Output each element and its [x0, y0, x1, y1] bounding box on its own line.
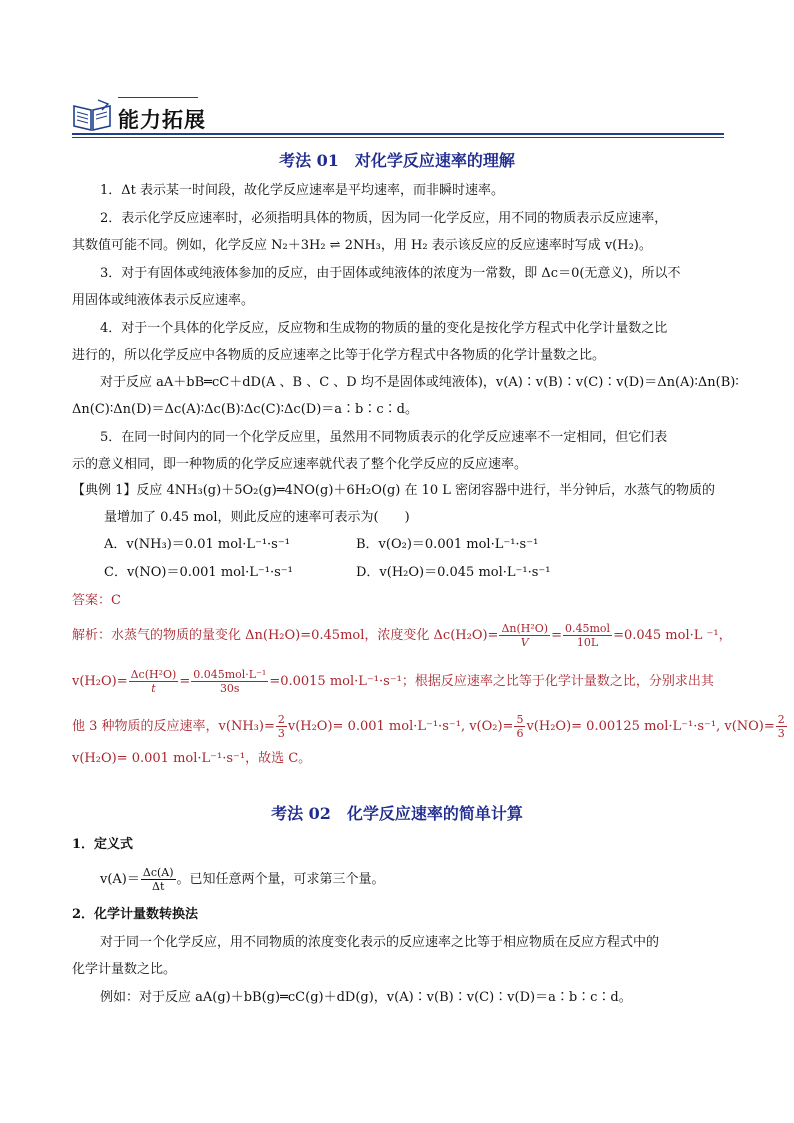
fraction-numerator: 2	[277, 713, 285, 726]
fraction-0045-over-30s	[191, 668, 268, 695]
option-c: C．v(NO)＝0.001 mol·L⁻¹·s⁻¹	[104, 565, 293, 580]
answer: 答案：C	[72, 593, 121, 608]
definition-text-b: 。已知任意两个量，可求第三个量。	[176, 872, 385, 887]
fraction-denominator: 6	[516, 727, 524, 740]
s2-heading-2: 2．化学计量数转换法	[72, 907, 199, 922]
fraction-denominator: V	[520, 636, 529, 649]
s1-paragraph-3b: 用固体或纯液体表示反应速率。	[72, 293, 255, 308]
s2-paragraph-1b: 化学计量数之比。	[72, 962, 177, 977]
solution-line-4: v(H₂O)= 0.001 mol·L⁻¹·s⁻¹，故选 C。	[72, 751, 312, 766]
fraction-numerator: 5	[516, 713, 524, 726]
fraction-denominator: 10L	[576, 636, 599, 649]
fraction-dc-over-t	[129, 668, 179, 695]
s1-paragraph-4d: Δn(C)∶Δn(D)＝Δc(A)∶Δc(B)∶Δc(C)∶Δc(D)＝a∶b∶c∶d。	[72, 402, 418, 417]
header-top-rule	[118, 97, 198, 98]
fraction-numerator: Δc(A)	[142, 866, 174, 879]
header-title: 能力拓展	[118, 108, 206, 132]
section-1-title: 考法 01 对化学反应速率的理解	[279, 151, 515, 170]
s1-paragraph-3a: 3．对于有固体或纯液体参加的反应，由于固体或纯液体的浓度为一常数，即 Δc＝0(无意义)，所以不	[100, 266, 681, 281]
fraction-denominator: 3	[777, 727, 785, 740]
fraction-numerator: Δn(H²O)	[501, 622, 549, 635]
solution-line-1	[72, 622, 732, 649]
s1-paragraph-2b: 其数值可能不同。例如，化学反应 N₂＋3H₂ ⇌ 2NH₃，用 H₂ 表示该反应的反应速率时写成 v(H₂)。	[72, 238, 652, 253]
fraction-denominator: 30s	[219, 682, 240, 695]
s2-heading-1: 1．定义式	[72, 837, 134, 852]
equals-sign: =	[179, 674, 191, 689]
book-icon	[72, 98, 112, 132]
fraction-numerator: 2	[777, 713, 785, 726]
s1-paragraph-5b: 示的意义相同，即一种物质的化学反应速率就代表了整个化学反应的反应速率。	[72, 457, 528, 472]
fraction-2-3-b	[776, 713, 787, 740]
header-rule	[72, 133, 724, 135]
fraction-numerator: 0.045mol·L⁻¹	[193, 668, 267, 681]
s1-paragraph-4c: 对于反应 aA＋bB═cC＋dD(A 、B 、C 、D 均不是固体或纯液体)，v(A)∶v(B)∶v(C)∶v(D)＝Δn(A)∶Δn(B)∶	[100, 375, 739, 390]
s2-paragraph-1a: 对于同一个化学反应，用不同物质的浓度变化表示的反应速率之比等于相应物质在反应方程式中的	[100, 935, 660, 950]
header-rule-thin	[72, 137, 724, 138]
s2-paragraph-2: 例如：对于反应 aA(g)＋bB(g)═cC(g)＋dD(g)，v(A)∶v(B)∶v(C)∶v(D)＝a∶b∶c∶d。	[100, 990, 632, 1005]
solution-line-3-text-c: v(H₂O)= 0.00125 mol·L⁻¹·s⁻¹, v(NO)=	[526, 719, 775, 734]
solution-line-3	[72, 713, 788, 740]
s1-paragraph-4a: 4．对于一个具体的化学反应，反应物和生成物的物质的量的变化是按化学方程式中化学计量数之比	[100, 321, 668, 336]
example-1-question-b: 量增加了 0.45 mol，则此反应的速率可表示为( )	[104, 510, 410, 525]
option-d: D．v(H₂O)＝0.045 mol·L⁻¹·s⁻¹	[356, 565, 551, 580]
fraction-2-3	[276, 713, 287, 740]
definition-text-a: v(A)＝	[100, 872, 140, 887]
solution-line-3-text-b: v(H₂O)= 0.001 mol·L⁻¹·s⁻¹, v(O₂)=	[287, 719, 514, 734]
fraction-numerator: Δc(H²O)	[130, 668, 177, 681]
equals-sign: =	[551, 628, 562, 643]
solution-line-2-text-b: =0.0015 mol·L⁻¹·s⁻¹；根据反应速率之比等于化学计量数之比，分别求出其	[269, 674, 714, 689]
solution-line-2	[72, 668, 714, 695]
fraction-denominator: t	[151, 682, 156, 695]
fraction-denominator: Δt	[152, 880, 165, 893]
solution-line-2-text-a: v(H₂O)=	[72, 674, 128, 689]
solution-line-1-text-a: 解析：水蒸气的物质的量变化 Δn(H₂O)=0.45mol，浓度变化 Δc(H₂O)=	[72, 628, 499, 643]
definition-formula	[100, 866, 385, 893]
section-2-title: 考法 02 化学反应速率的简单计算	[271, 804, 523, 823]
s1-paragraph-1: 1．Δt 表示某一时间段，故化学反应速率是平均速率，而非瞬时速率。	[100, 183, 505, 198]
solution-line-3-text-a: 他 3 种物质的反应速率，v(NH₃)=	[72, 719, 275, 734]
fraction-dn-over-v	[499, 622, 550, 649]
fraction-numerator: 0.45mol	[564, 622, 611, 635]
fraction-dc-over-dt	[141, 866, 176, 893]
s1-paragraph-5a: 5．在同一时间内的同一个化学反应里，虽然用不同物质表示的化学反应速率不一定相同，但它们表	[100, 430, 668, 445]
fraction-denominator: 3	[277, 727, 285, 740]
s1-paragraph-4b: 进行的，所以化学反应中各物质的反应速率之比等于化学方程式中各物质的化学计量数之比。	[72, 348, 606, 363]
fraction-5-6	[514, 713, 525, 740]
solution-line-1-text-b: =0.045 mol·L ⁻¹，	[613, 628, 732, 643]
example-1-question-a: 【典例 1】反应 4NH₃(g)＋5O₂(g)═4NO(g)＋6H₂O(g) 在 10 L 密闭容器中进行，半分钟后，水蒸气的物质的	[72, 483, 716, 498]
fraction-045-over-10l	[563, 622, 612, 649]
s1-paragraph-2a: 2．表示化学反应速率时，必须指明具体的物质，因为同一化学反应，用不同的物质表示反应速率，	[100, 211, 668, 226]
option-b: B．v(O₂)＝0.001 mol·L⁻¹·s⁻¹	[356, 537, 539, 552]
option-a: A．v(NH₃)＝0.01 mol·L⁻¹·s⁻¹	[104, 537, 290, 552]
